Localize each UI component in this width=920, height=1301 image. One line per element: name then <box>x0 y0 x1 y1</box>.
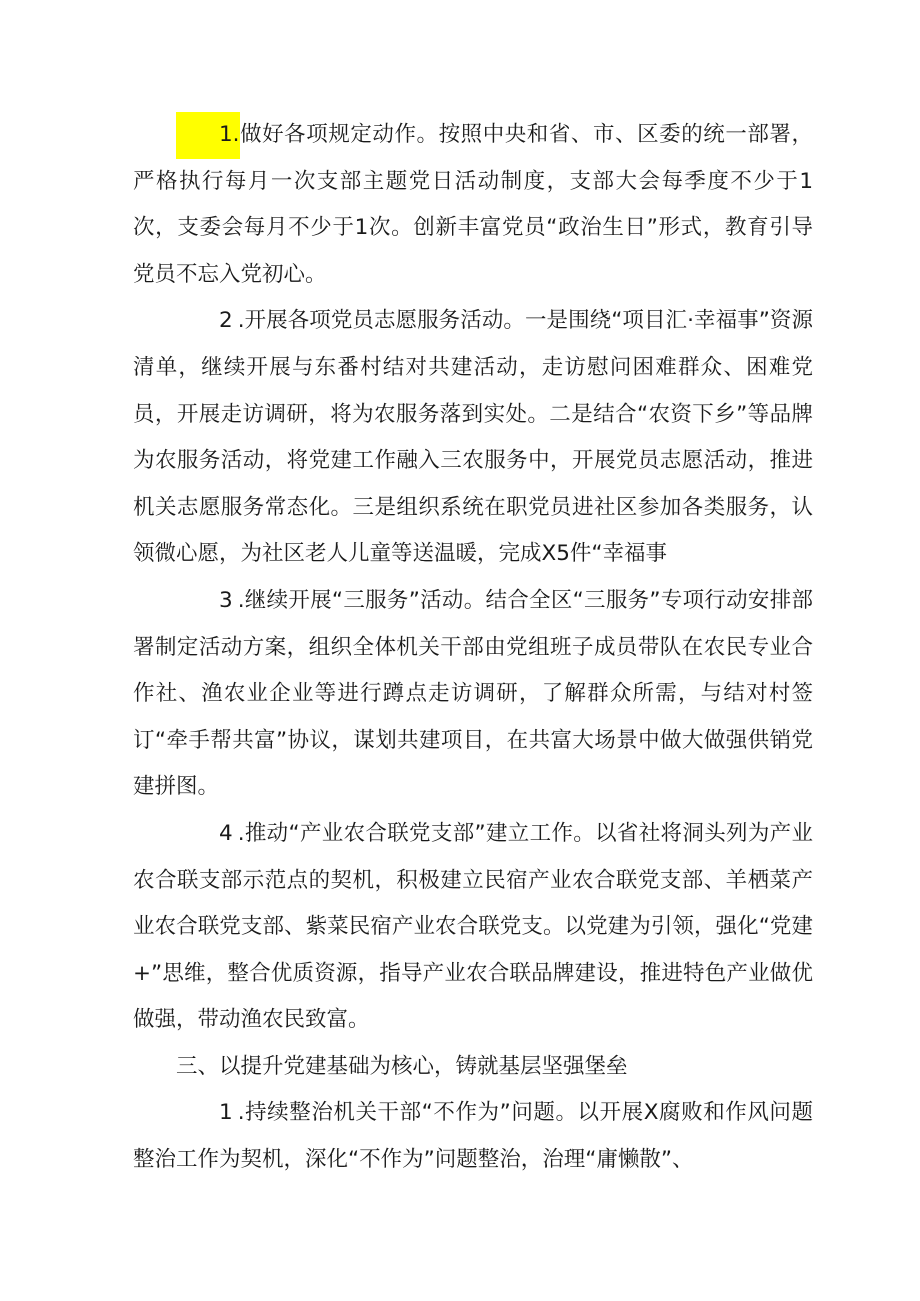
paragraph-4-number: 4 <box>219 820 233 846</box>
paragraph-4 <box>133 811 813 1044</box>
section-heading-text: 三、以提升党建基础为核心，铸就基层坚强堡垒 <box>176 1053 628 1079</box>
paragraph-4-text: .推动“产业农合联党支部”建立工作。以省社将洞头列为产业农合联支部示范点的契机，积极建立民宿产业农合联党支部、羊栖菜产业农合联党支部、紫菜民宿产业农合联党支。以党建为引领，强化“党建+”思维，整合优质资源，指导产业农合联品牌建设，推进特色产业做优做强，带动渔农民致富。 <box>133 820 813 1033</box>
paragraph-5 <box>133 1090 813 1183</box>
paragraph-3 <box>133 578 813 811</box>
paragraph-5-number: 1 <box>219 1100 233 1126</box>
document-body <box>133 112 813 1184</box>
section-heading-3 <box>133 1044 813 1091</box>
paragraph-1 <box>133 112 813 298</box>
paragraph-2-text: .开展各项党员志愿服务活动。一是围绕“项目汇·幸福事”资源清单，继续开展与东番村结对共建活动，走访慰问困难群众、困难党员，开展走访调研，将为农服务落到实处。二是结合“农资下乡”等品牌为农服务活动，将党建工作融入三农服务中，开展党员志愿活动，推进机关志愿服务常态化。三是组织系统在职党员进社区参加各类服务，认领微心愿，为社区老人儿童等送温暖，完成X5件“幸福事 <box>133 308 813 567</box>
paragraph-3-text: .继续开展“三服务”活动。结合全区“三服务”专项行动安排部署制定活动方案，组织全体机关干部由党组班子成员带队在农民专业合作社、渔农业企业等进行蹲点走访调研，了解群众所需，与结对村签订“牵手帮共富”协议，谋划共建项目，在共富大场景中做大做强供销党建拼图。 <box>133 587 813 800</box>
paragraph-2-number: 2 <box>219 308 233 334</box>
paragraph-2 <box>133 298 813 578</box>
paragraph-3-number: 3 <box>219 587 233 613</box>
paragraph-1-number: 1. <box>176 112 240 159</box>
paragraph-1-text: 做好各项规定动作。按照中央和省、市、区委的统一部署，严格执行每月一次支部主题党日活动制度，支部大会每季度不少于1次，支委会每月不少于1次。创新丰富党员“政治生日”形式，教育引导党员不忘入党初心。 <box>133 122 813 287</box>
paragraph-5-text: .持续整治机关干部“不作为”问题。以开展X腐败和作风问题整治工作为契机，深化“不作为”问题整治，治理“庸懒散”、 <box>133 1100 813 1173</box>
